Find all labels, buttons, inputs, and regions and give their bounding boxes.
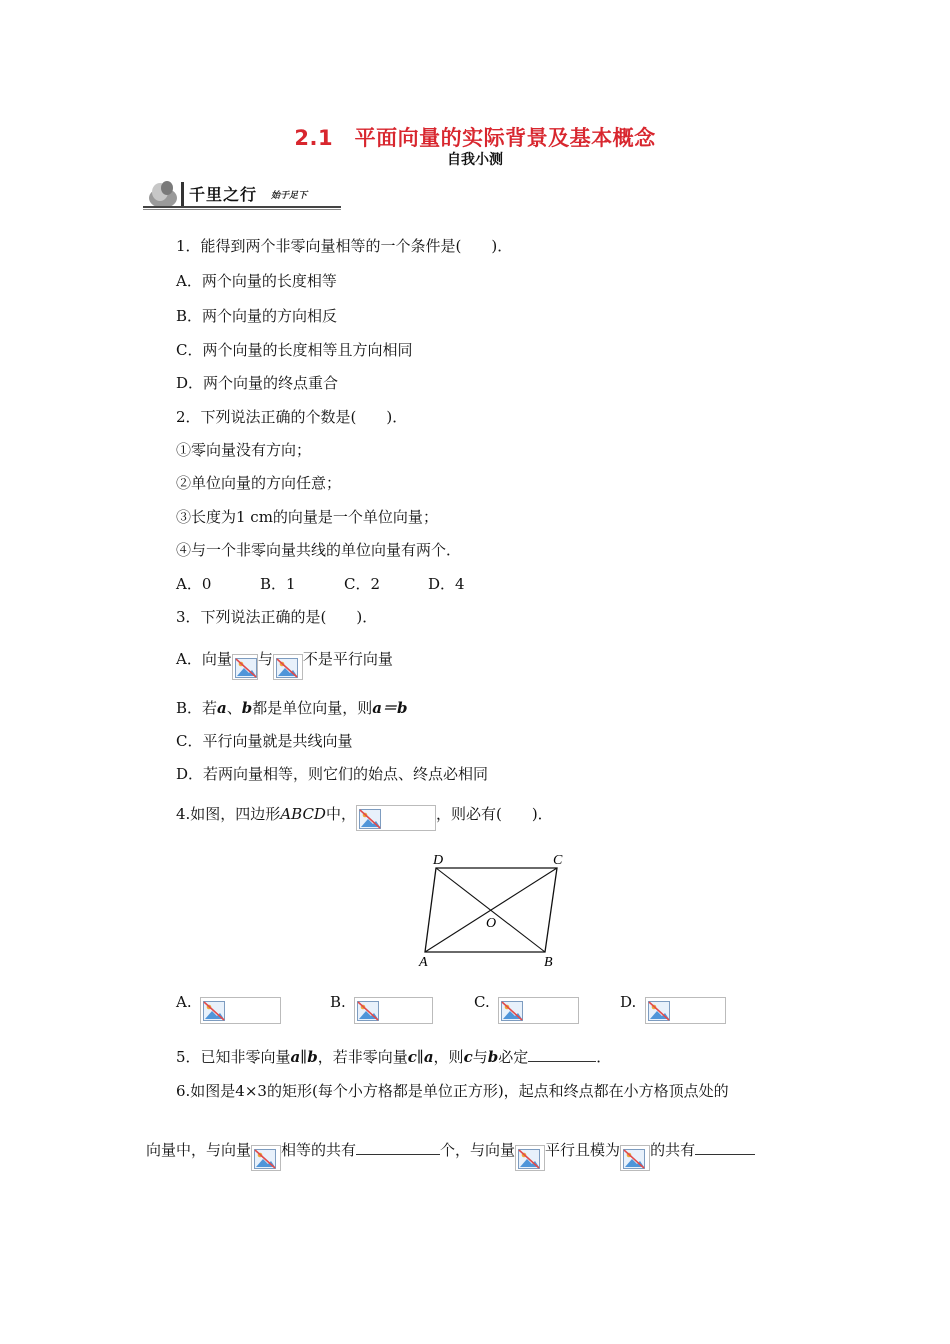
- q1-option-b: B．两个向量的方向相反: [176, 307, 338, 325]
- var-b: b: [241, 699, 253, 717]
- modulus-image-icon: [620, 1145, 650, 1171]
- var-a: a: [423, 1048, 434, 1066]
- vector-equation-image-icon: [356, 805, 436, 831]
- q2-item-2: ②单位向量的方向任意；: [176, 474, 342, 492]
- page-subtitle: 自我小测: [447, 152, 503, 168]
- q4-stem-prefix: 4.如图，四边形: [176, 805, 281, 823]
- q4-option-a-label: A.: [176, 993, 192, 1011]
- q3-b-prefix: B．若: [176, 699, 218, 717]
- label-b: B: [544, 955, 553, 970]
- var-b: b: [487, 1048, 499, 1066]
- var-c: c: [407, 1048, 417, 1066]
- q6-text-a: 向量中，与向量: [146, 1141, 252, 1159]
- q3-option-d: D．若两向量相等，则它们的始点、终点必相同: [176, 765, 489, 783]
- q1-stem: 1．能得到两个非零向量相等的一个条件是( )．: [176, 237, 513, 255]
- option-image-icon: [645, 997, 726, 1024]
- label-a: A: [419, 955, 428, 970]
- q3-b-equation: a＝b: [372, 699, 408, 717]
- q3-a-mid: 与: [257, 650, 273, 668]
- q1-option-a: A．两个向量的长度相等: [176, 272, 337, 290]
- q3-option-a: [176, 640, 393, 680]
- q4-option-b-label: B.: [330, 993, 346, 1011]
- parallel-symbol: ∥: [300, 1048, 308, 1066]
- q2-option-b: B．1: [260, 575, 296, 593]
- label-c: C: [553, 853, 563, 868]
- q4-quadrilateral-name: ABCD: [280, 805, 326, 823]
- var-a: a: [217, 699, 227, 717]
- q3-b-mid: 都是单位向量，则: [252, 699, 373, 717]
- vector-image-icon: [515, 1145, 545, 1171]
- option-image-icon: [200, 997, 281, 1024]
- q4-option-c: [474, 992, 490, 1012]
- q6-line-2: [146, 1131, 755, 1171]
- q6-text-e: 的共有: [650, 1141, 696, 1159]
- answer-blank: [695, 1140, 755, 1155]
- page-title: 2.1 平面向量的实际背景及基本概念: [294, 126, 656, 150]
- q3-b-sep: 、: [226, 699, 242, 717]
- q5-text-3: ，则: [433, 1048, 464, 1066]
- q2-option-a: A．0: [176, 575, 212, 593]
- q4-option-a: [176, 992, 192, 1012]
- vector-image-icon: [251, 1145, 281, 1171]
- q2-option-c: C．2: [344, 575, 381, 593]
- q5-text-5: 必定: [498, 1048, 529, 1066]
- var-a: a: [290, 1048, 301, 1066]
- q1-option-d: D．两个向量的终点重合: [176, 374, 339, 392]
- option-image-icon: [354, 997, 433, 1024]
- q2-stem: 2．下列说法正确的个数是( )．: [176, 408, 408, 426]
- diagonal-ca: [425, 868, 557, 952]
- q2-item-1: ①零向量没有方向；: [176, 441, 312, 459]
- q5-text-1: 5．已知非零向量: [176, 1048, 291, 1066]
- q2-item-4: ④与一个非零向量共线的单位向量有两个．: [176, 541, 462, 559]
- q5-text-2: ，若非零向量: [317, 1048, 408, 1066]
- answer-blank: [356, 1140, 440, 1155]
- parallel-symbol: ∥: [416, 1048, 424, 1066]
- banner-subtitle: 始于足下: [271, 191, 308, 201]
- banner-title: 千里之行: [189, 185, 258, 204]
- section-banner: [143, 176, 343, 210]
- q4-option-d: [620, 992, 636, 1012]
- var-b: b: [307, 1048, 318, 1066]
- label-o: O: [486, 916, 497, 931]
- q4-stem-mid: 中，: [325, 805, 356, 823]
- q6-text-d: 平行且模为: [545, 1141, 621, 1159]
- q3-option-b: [176, 698, 408, 718]
- q5-stem: [176, 1047, 611, 1067]
- q3-a-suffix: 不是平行向量: [302, 650, 393, 668]
- q4-stem-suffix: ，则必有( )．: [435, 805, 553, 823]
- q4-option-d-label: D.: [620, 993, 637, 1011]
- q4-option-b: [330, 992, 346, 1012]
- q3-a-prefix: A．向量: [176, 650, 232, 668]
- option-image-icon: [498, 997, 579, 1024]
- q5-text-4: 与: [472, 1048, 488, 1066]
- q3-stem: 3．下列说法正确的是( )．: [176, 608, 378, 626]
- vector-image-icon: [273, 654, 303, 680]
- answer-blank: [528, 1047, 596, 1062]
- q6-line-1: 6.如图是4×3的矩形(每个小方格都是单位正方形)，起点和终点都在小方格顶点处的: [176, 1082, 729, 1100]
- label-d: D: [433, 853, 444, 868]
- vector-image-icon: [232, 654, 258, 680]
- q4-option-c-label: C.: [474, 993, 490, 1011]
- q5-period: ．: [596, 1048, 612, 1066]
- parallelogram-figure: [416, 848, 576, 978]
- q2-item-3: ③长度为1 cm的向量是一个单位向量；: [176, 508, 438, 526]
- var-c: c: [463, 1048, 473, 1066]
- q4-stem: [176, 799, 553, 831]
- q1-option-c: C．两个向量的长度相等且方向相同: [176, 341, 413, 359]
- q3-option-c: C．平行向量就是共线向量: [176, 732, 353, 750]
- q6-text-c: 个，与向量: [440, 1141, 516, 1159]
- q2-option-d: D．4: [428, 575, 465, 593]
- q6-text-b: 相等的共有: [281, 1141, 357, 1159]
